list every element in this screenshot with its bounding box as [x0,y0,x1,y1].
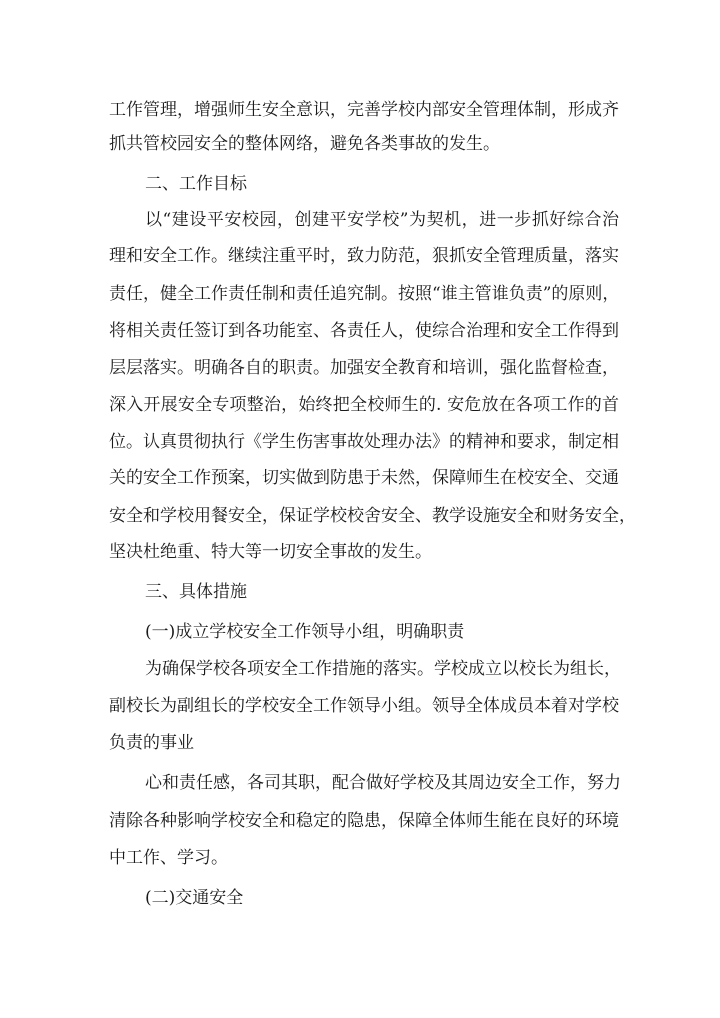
text-line: 坚决杜绝重、特大等一切安全事故的发生。 [109,542,432,562]
text-line: 心和责任感，各司其职，配合做好学校及其周边安全工作，努力 [145,773,621,793]
text-line: 清除各种影响学校安全和稳定的隐患，保障全体师生能在良好的环境 [109,811,619,831]
text-line: 位。认真贯彻执行《学生伤害事故处理办法》的精神和要求，制定相 [109,432,619,452]
text-line: 安全和学校用餐安全，保证学校校舍安全、教学设施安全和财务安全， [109,506,636,526]
subsection-heading: (一)成立学校安全工作领导小组，明确职责 [145,622,465,642]
text-line: 理和安全工作。继续注重平时，致力防范，狠抓安全管理质量，落实 [109,246,619,266]
text-line: 将相关责任签订到各功能室、各责任人，使综合治理和安全工作得到 [109,321,619,341]
text-line: 以“建设平安校园，创建平安学校”为契机，进一步抓好综合治 [145,210,619,230]
text-line: 负责的事业 [109,733,194,753]
section-heading: 三、具体措施 [145,582,247,602]
text-line: 层层落实。明确各自的职责。加强安全教育和培训，强化监督检查， [109,358,619,378]
text-line: 为确保学校各项安全工作措施的落实。学校成立以校长为组长， [145,659,621,679]
text-line: 副校长为副组长的学校安全工作领导小组。领导全体成员本着对学校 [109,696,619,716]
section-heading: 二、工作目标 [145,174,247,194]
text-line: 中工作、学习。 [109,848,228,868]
text-line: 工作管理，增强师生安全意识，完善学校内部安全管理体制，形成齐 [109,100,619,120]
text-line: 关的安全工作预案，切实做到防患于未然，保障师生在校安全、交通 [109,468,619,488]
subsection-heading: (二)交通安全 [145,888,244,908]
text-line: 抓共管校园安全的整体网络，避免各类事故的发生。 [109,134,500,154]
text-line: 深入开展安全专项整治，始终把全校师生的. 安危放在各项工作的首 [109,395,619,415]
text-line: 责任，健全工作责任制和责任追究制。按照“谁主管谁负责”的原则， [109,284,620,304]
